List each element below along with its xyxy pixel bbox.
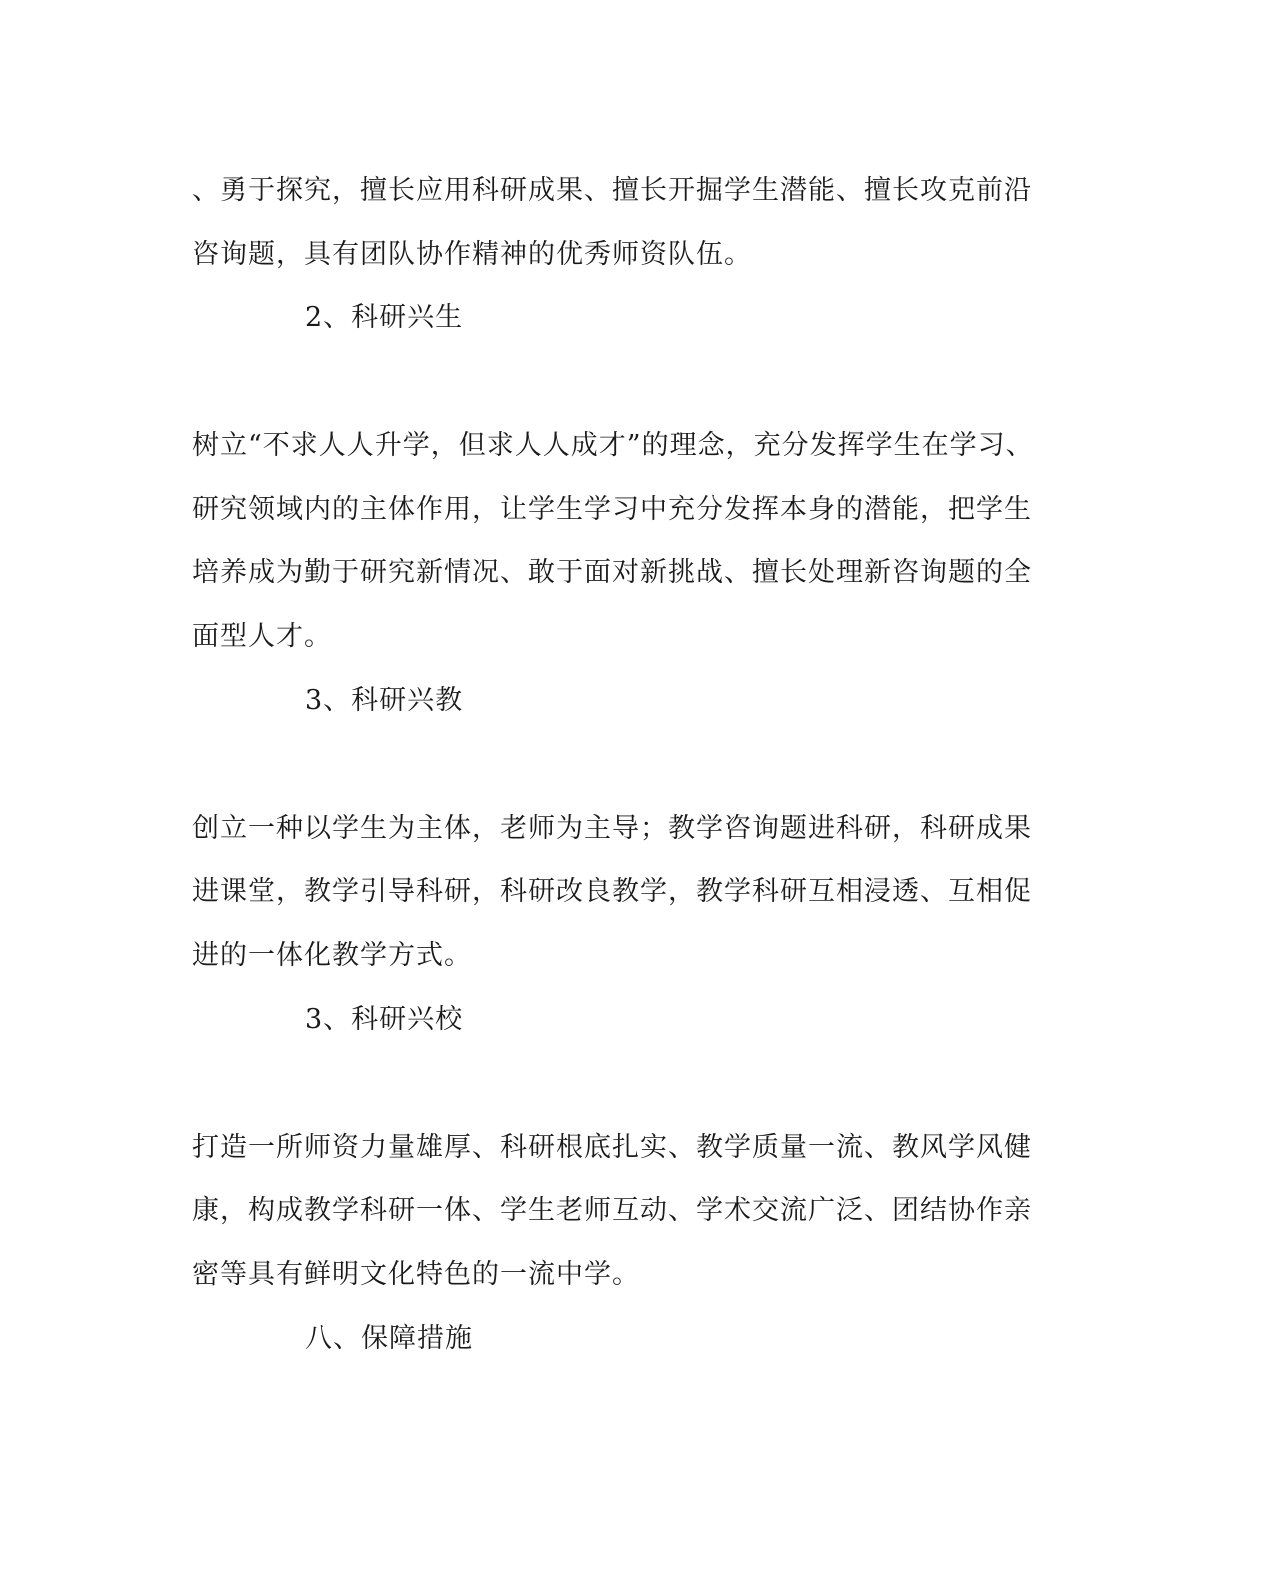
paragraph-line: 康，构成教学科研一体、学生老师互动、学术交流广泛、团结协作亲 bbox=[192, 1195, 1032, 1226]
paragraph-line: 进课堂，教学引导科研，科研改良教学，教学科研互相浸透、互相促 bbox=[192, 876, 1032, 907]
paragraph-line: 创立一种以学生为主体，老师为主导；教学咨询题进科研，科研成果 bbox=[192, 813, 1032, 844]
section-heading: 3、科研兴教 bbox=[305, 685, 464, 716]
section-heading: 3、科研兴校 bbox=[305, 1004, 464, 1035]
paragraph-line: 培养成为勤于研究新情况、敢于面对新挑战、擅长处理新咨询题的全 bbox=[192, 557, 1032, 588]
paragraph-line: 面型人才。 bbox=[192, 621, 332, 652]
paragraph-line: 树立“不求人人升学，但求人人成才”的理念，充分发挥学生在学习、 bbox=[192, 430, 1034, 461]
paragraph-line: 研究领域内的主体作用，让学生学习中充分发挥本身的潜能，把学生 bbox=[192, 494, 1032, 525]
paragraph-line: 密等具有鲜明文化特色的一流中学。 bbox=[192, 1259, 640, 1290]
section-heading: 2、科研兴生 bbox=[305, 302, 464, 333]
section-heading: 八、保障措施 bbox=[305, 1323, 473, 1354]
paragraph-line: 进的一体化教学方式。 bbox=[192, 940, 472, 971]
paragraph-line: 、勇于探究，擅长应用科研成果、擅长开掘学生潜能、擅长攻克前沿 bbox=[192, 175, 1032, 206]
paragraph-line: 咨询题，具有团队协作精神的优秀师资队伍。 bbox=[192, 239, 752, 270]
paragraph-line: 打造一所师资力量雄厚、科研根底扎实、教学质量一流、教风学风健 bbox=[192, 1132, 1032, 1163]
